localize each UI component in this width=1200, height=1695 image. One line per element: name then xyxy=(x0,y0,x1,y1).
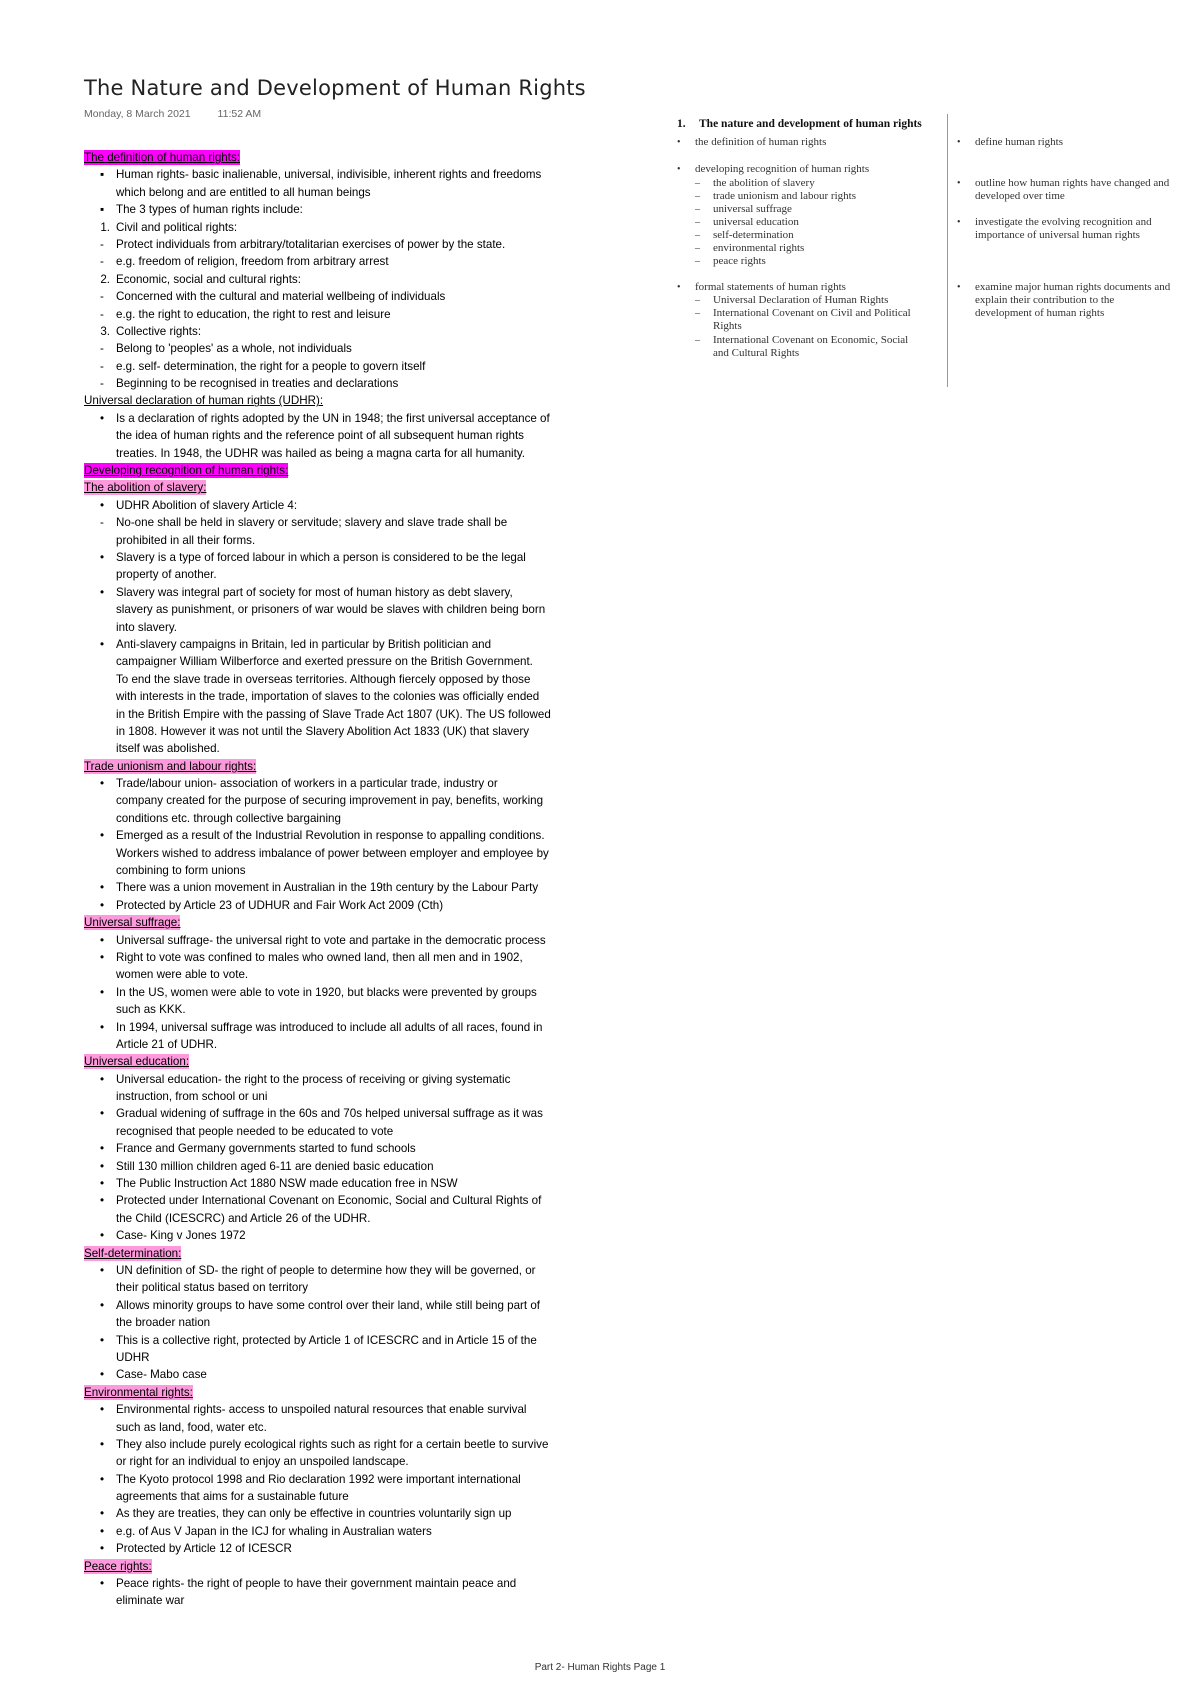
note-text: Trade unionism and labour rights: xyxy=(84,759,257,773)
note-continuation xyxy=(84,427,619,444)
note-continuation xyxy=(84,1488,619,1505)
note-text: Collective rights: xyxy=(116,324,202,338)
note-continuation xyxy=(84,671,619,688)
syllabus-content-text: the definition of human rights xyxy=(695,136,827,148)
list-item xyxy=(84,1540,619,1557)
note-text: The Public Instruction Act 1880 NSW made education free in NSW xyxy=(116,1177,458,1191)
note-continuation xyxy=(84,532,619,549)
list-item xyxy=(84,879,619,896)
dash-bullet-icon: – xyxy=(695,335,700,346)
note-text: Environmental rights- access to unspoiled natural resources that enable survival xyxy=(116,1403,527,1417)
bullet-icon: • xyxy=(100,1194,105,1208)
note-continuation xyxy=(84,1210,619,1227)
note-text: The abolition of slavery: xyxy=(84,481,207,495)
dash-bullet-icon: - xyxy=(100,359,104,373)
note-text: which belong and are entitled to all human beings xyxy=(116,185,371,199)
list-item xyxy=(84,932,619,949)
syllabus-content-text: International Covenant on Civil and Political xyxy=(713,307,911,319)
list-item xyxy=(84,340,619,357)
item-number: 2. xyxy=(100,272,110,286)
square-bullet-icon: ▪ xyxy=(100,203,105,217)
list-item xyxy=(84,514,619,531)
list-item xyxy=(84,1227,619,1244)
note-text: To end the slave trade in overseas territories. Although fiercely opposed by those xyxy=(116,672,531,686)
bullet-icon: • xyxy=(100,1229,105,1243)
note-text: Protected by Article 12 of ICESCR xyxy=(116,1542,292,1556)
page-footer: Part 2- Human Rights Page 1 xyxy=(534,1662,666,1673)
syllabus-outcome-text: outline how human rights have changed and xyxy=(975,177,1170,189)
bullet-icon: • xyxy=(100,777,105,791)
note-text: the broader nation xyxy=(116,1316,211,1330)
section-heading xyxy=(84,1053,619,1070)
note-text: such as land, food, water etc. xyxy=(116,1420,267,1434)
bullet-icon: • xyxy=(100,1437,105,1451)
section-heading xyxy=(84,462,619,479)
note-continuation xyxy=(84,1001,619,1018)
list-item xyxy=(84,584,619,601)
bullet-icon: • xyxy=(100,829,105,843)
dash-bullet-icon: - xyxy=(100,307,104,321)
list-item xyxy=(84,827,619,844)
section-heading xyxy=(84,1245,619,1262)
note-continuation xyxy=(84,653,619,670)
note-text: Protected by Article 23 of UDHUR and Fair Work Act 2009 (Cth) xyxy=(116,898,444,912)
bullet-icon: • xyxy=(100,1020,105,1034)
syllabus-content-text: universal education xyxy=(713,216,799,228)
note-text: Concerned with the cultural and material wellbeing of individuals xyxy=(116,290,446,304)
note-continuation xyxy=(84,184,619,201)
note-text: Beginning to be recognised in treaties and declarations xyxy=(116,377,399,391)
square-bullet-icon: ▪ xyxy=(100,168,105,182)
list-item xyxy=(84,949,619,966)
bullet-icon: • xyxy=(100,1403,105,1417)
list-item xyxy=(84,549,619,566)
list-item xyxy=(84,1401,619,1418)
note-text: In the US, women were able to vote in 1920, but blacks were prevented by groups xyxy=(116,985,537,999)
bullet-icon: • xyxy=(100,1577,105,1591)
note-continuation xyxy=(84,966,619,983)
note-text: UN definition of SD- the right of people to determine how they will be governed, or xyxy=(116,1264,536,1277)
numbered-item xyxy=(84,219,619,236)
note-text: Protected under International Covenant on Economic, Social and Cultural Rights of xyxy=(116,1194,542,1208)
note-text: the idea of human rights and the reference point of all subsequent human rights xyxy=(116,429,524,443)
bullet-icon: • xyxy=(100,411,105,425)
note-text: Still 130 million children aged 6-11 are denied basic education xyxy=(116,1159,434,1173)
dash-bullet-icon: - xyxy=(100,237,104,251)
bullet-icon: • xyxy=(957,178,961,189)
note-continuation xyxy=(84,792,619,809)
syllabus-content-text: universal suffrage xyxy=(713,203,792,215)
list-item xyxy=(84,1175,619,1192)
note-continuation xyxy=(84,1453,619,1470)
note-text: with interests in the trade, importation of slaves to the colonies was officially ended xyxy=(116,690,540,704)
note-text: eliminate war xyxy=(116,1594,185,1608)
note-text: This is a collective right, protected by Article 1 of ICESCRC and in Article 15 of the xyxy=(116,1333,537,1347)
note-text: Protect individuals from arbitrary/totalitarian exercises of power by the state. xyxy=(116,237,506,251)
note-text: Developing recognition of human rights: xyxy=(84,464,289,478)
bullet-icon: • xyxy=(100,950,105,964)
note-text: company created for the purpose of securing improvement in pay, benefits, working xyxy=(116,794,544,808)
note-continuation xyxy=(84,810,619,827)
note-text: or right for an individual to enjoy an unspoiled landscape. xyxy=(116,1455,409,1469)
note-text: recognised that people needed to be educated to vote xyxy=(116,1124,394,1138)
dash-bullet-icon: – xyxy=(695,204,700,215)
list-item xyxy=(84,1505,619,1522)
note-text: property of another. xyxy=(116,568,217,582)
list-item xyxy=(84,236,619,253)
note-continuation xyxy=(84,688,619,705)
note-continuation xyxy=(84,740,619,757)
syllabus-heading xyxy=(677,118,922,130)
note-text: Universal education: xyxy=(84,1055,190,1069)
item-number: 1. xyxy=(100,220,110,234)
dash-bullet-icon: – xyxy=(695,217,700,228)
syllabus-outcome-text: development of human rights xyxy=(975,307,1105,319)
note-text: Case- King v Jones 1972 xyxy=(116,1229,246,1243)
bullet-icon: • xyxy=(100,1107,105,1121)
list-item xyxy=(84,497,619,514)
list-item xyxy=(84,1158,619,1175)
note-text: Case- Mabo case xyxy=(116,1368,207,1382)
note-text: Peace rights: xyxy=(84,1559,152,1573)
note-continuation xyxy=(84,619,619,636)
list-item xyxy=(84,166,619,183)
section-heading xyxy=(84,914,619,931)
note-text: Is a declaration of rights adopted by the UN in 1948; the first universal acceptance of xyxy=(116,411,550,425)
section-heading xyxy=(84,1558,619,1575)
list-item xyxy=(84,1523,619,1540)
section-heading xyxy=(84,392,619,409)
syllabus-content-text: trade unionism and labour rights xyxy=(713,190,856,202)
numbered-item xyxy=(84,323,619,340)
note-text: Economic, social and cultural rights: xyxy=(116,272,301,286)
section-heading xyxy=(84,1384,619,1401)
list-item xyxy=(84,1262,619,1279)
syllabus-outcome-text: investigate the evolving recognition and xyxy=(975,216,1152,228)
note-text: the Child (ICESCRC) and Article 26 of the UDHR. xyxy=(116,1211,371,1225)
dash-bullet-icon: - xyxy=(100,290,104,304)
dash-bullet-icon: – xyxy=(695,256,700,267)
dash-bullet-icon: – xyxy=(695,178,700,189)
dash-bullet-icon: – xyxy=(695,308,700,319)
note-continuation xyxy=(84,706,619,723)
bullet-icon: • xyxy=(100,1072,105,1086)
note-text: instruction, from school or uni xyxy=(116,1090,268,1104)
list-item xyxy=(84,375,619,392)
bullet-icon: • xyxy=(100,1333,105,1347)
syllabus-content-text: peace rights xyxy=(713,255,766,267)
bullet-icon: • xyxy=(100,1298,105,1312)
note-continuation xyxy=(84,445,619,462)
note-text: Human rights- basic inalienable, universal, indivisible, inherent rights and freedoms xyxy=(116,168,542,182)
list-item xyxy=(84,1471,619,1488)
dash-bullet-icon: – xyxy=(695,191,700,202)
note-continuation xyxy=(84,845,619,862)
note-text: Slavery is a type of forced labour in which a person is considered to be the legal xyxy=(116,550,526,564)
page-meta xyxy=(84,108,285,120)
note-continuation xyxy=(84,862,619,879)
list-item xyxy=(84,358,619,375)
bullet-icon: • xyxy=(100,1524,105,1538)
note-text: Environmental rights: xyxy=(84,1385,193,1399)
dash-bullet-icon: - xyxy=(100,377,104,391)
bullet-icon: • xyxy=(677,137,681,148)
dash-bullet-icon: – xyxy=(695,243,700,254)
note-text: into slavery. xyxy=(116,620,177,634)
note-text: Universal education- the right to the process of receiving or giving systematic xyxy=(116,1072,511,1086)
note-text: slavery as punishment, or prisoners of war would be slaves with children being born xyxy=(116,603,546,617)
note-text: Self-determination: xyxy=(84,1246,182,1260)
list-item xyxy=(84,1297,619,1314)
note-text: UDHR xyxy=(116,1350,150,1364)
dash-bullet-icon: - xyxy=(100,516,104,530)
note-continuation xyxy=(84,1349,619,1366)
syllabus-content-text: and Cultural Rights xyxy=(713,347,800,359)
list-item xyxy=(84,1436,619,1453)
note-continuation xyxy=(84,1088,619,1105)
bullet-icon: • xyxy=(100,881,105,895)
list-item xyxy=(84,1071,619,1088)
syllabus-content-text: environmental rights xyxy=(713,242,805,254)
note-continuation xyxy=(84,1123,619,1140)
list-item xyxy=(84,775,619,792)
note-text: The definition of human rights: xyxy=(84,151,240,164)
bullet-icon: • xyxy=(100,1264,105,1277)
note-text: itself was abolished. xyxy=(116,742,220,756)
note-text: such as KKK. xyxy=(116,1003,186,1017)
list-item xyxy=(84,1019,619,1036)
list-item xyxy=(84,253,619,270)
list-item xyxy=(84,1105,619,1122)
note-text: Peace rights- the right of people to have their government maintain peace and xyxy=(116,1577,517,1591)
bullet-icon: • xyxy=(100,1368,105,1382)
syllabus-outcome-text: importance of universal human rights xyxy=(975,229,1140,241)
note-continuation xyxy=(84,1314,619,1331)
note-continuation xyxy=(84,601,619,618)
note-text: Gradual widening of suffrage in the 60s and 70s helped universal suffrage as it was xyxy=(116,1107,543,1121)
bullet-icon: • xyxy=(100,985,105,999)
note-text: Anti-slavery campaigns in Britain, led in particular by British politician and xyxy=(116,637,492,651)
note-continuation xyxy=(84,723,619,740)
section-heading xyxy=(84,758,619,775)
dash-bullet-icon: – xyxy=(695,295,700,306)
syllabus-content-text: the abolition of slavery xyxy=(713,177,815,189)
page-time: 11:52 AM xyxy=(217,108,262,120)
syllabus-content-text: International Covenant on Economic, Social xyxy=(713,334,909,346)
note-continuation xyxy=(84,566,619,583)
section-heading xyxy=(84,149,619,166)
note-text: Civil and political rights: xyxy=(116,220,238,234)
syllabus-content-text: Rights xyxy=(713,320,742,332)
syllabus-outcome-text: define human rights xyxy=(975,136,1063,148)
list-item xyxy=(84,306,619,323)
note-text: Article 21 of UDHR. xyxy=(116,1037,218,1051)
bullet-icon: • xyxy=(100,1542,105,1556)
note-continuation xyxy=(84,1419,619,1436)
note-text: There was a union movement in Australian in the 19th century by the Labour Party xyxy=(116,881,539,895)
note-text: Trade/labour union- association of workers in a particular trade, industry or xyxy=(116,777,498,791)
bullet-icon: • xyxy=(957,282,961,293)
dash-bullet-icon: - xyxy=(100,342,104,356)
note-text: Universal suffrage- the universal right to vote and partake in the democratic process xyxy=(116,933,546,947)
note-text: Universal suffrage: xyxy=(84,916,181,930)
note-text: campaigner William Wilberforce and exerted pressure on the British Government. xyxy=(116,655,533,669)
syllabus-outcome-text: explain their contribution to the xyxy=(975,294,1115,306)
note-text: women were able to vote. xyxy=(116,968,249,982)
note-text: The 3 types of human rights include: xyxy=(116,203,303,217)
bullet-icon: • xyxy=(100,1142,105,1156)
list-item xyxy=(84,636,619,653)
note-text: Belong to 'peoples' as a whole, not individuals xyxy=(116,342,352,356)
page-title: The Nature and Development of Human Rights xyxy=(84,76,586,100)
page-date: Monday, 8 March 2021 xyxy=(84,108,191,120)
note-text: conditions etc. through collective bargaining xyxy=(116,811,341,825)
list-item xyxy=(84,1332,619,1349)
bullet-icon: • xyxy=(100,1507,105,1521)
note-text: e.g. the right to education, the right to rest and leisure xyxy=(116,307,391,321)
list-item xyxy=(84,288,619,305)
list-item xyxy=(84,1140,619,1157)
syllabus-content-text: self-determination xyxy=(713,229,794,241)
bullet-icon: • xyxy=(100,585,105,599)
note-text: Emerged as a result of the Industrial Revolution in response to appalling conditions. xyxy=(116,829,545,843)
note-text: their political status based on territory xyxy=(116,1281,309,1295)
note-text: Universal declaration of human rights (UDHR): xyxy=(84,394,324,408)
bullet-icon: • xyxy=(100,637,105,651)
note-text: The Kyoto protocol 1998 and Rio declaration 1992 were important international xyxy=(116,1472,521,1486)
note-text: e.g. self- determination, the right for a people to govern itself xyxy=(116,359,426,373)
list-item xyxy=(84,1192,619,1209)
syllabus-outcome-text: examine major human rights documents and xyxy=(975,281,1171,293)
syllabus-divider xyxy=(947,114,948,387)
bullet-icon: • xyxy=(100,933,105,947)
bullet-icon: • xyxy=(957,137,961,148)
syllabus-number: 1. xyxy=(677,118,686,130)
list-item xyxy=(84,984,619,1001)
dash-bullet-icon: - xyxy=(100,255,104,269)
syllabus-outcome-text: developed over time xyxy=(975,190,1065,202)
note-text: prohibited in all their forms. xyxy=(116,533,256,547)
note-text: agreements that aims for a sustainable future xyxy=(116,1490,349,1504)
note-text: Slavery was integral part of society for most of human history as debt slavery, xyxy=(116,585,513,599)
list-item xyxy=(84,897,619,914)
list-item xyxy=(84,1366,619,1383)
note-text: Workers wished to address imbalance of power between employer and employee by xyxy=(116,846,549,860)
section-heading xyxy=(84,479,619,496)
dash-bullet-icon: – xyxy=(695,230,700,241)
note-text: They also include purely ecological rights such as right for a certain beetle to survive xyxy=(116,1437,549,1451)
bullet-icon: • xyxy=(100,498,105,512)
bullet-icon: • xyxy=(957,217,961,228)
note-text: in 1808. However it was not until the Slavery Abolition Act 1833 (UK) that slavery xyxy=(116,724,530,738)
syllabus-content-text: developing recognition of human rights xyxy=(695,163,870,175)
bullet-icon: • xyxy=(677,164,681,175)
note-text: Right to vote was confined to males who owned land, then all men and in 1902, xyxy=(116,950,523,964)
bullet-icon: • xyxy=(100,1472,105,1486)
syllabus-heading-text: The nature and development of human rights xyxy=(699,118,922,130)
note-text: In 1994, universal suffrage was introduced to include all adults of all races, found in xyxy=(116,1020,543,1034)
bullet-icon: • xyxy=(100,550,105,564)
numbered-item xyxy=(84,271,619,288)
note-text: e.g. freedom of religion, freedom from arbitrary arrest xyxy=(116,255,389,269)
note-continuation xyxy=(84,1592,619,1609)
syllabus-content-text: Universal Declaration of Human Rights xyxy=(713,294,889,306)
note-text: As they are treaties, they can only be effective in countries voluntarily sign up xyxy=(116,1507,512,1521)
list-item xyxy=(84,201,619,218)
note-text: e.g. of Aus V Japan in the ICJ for whaling in Australian waters xyxy=(116,1524,432,1538)
bullet-icon: • xyxy=(677,282,681,293)
note-text: in the British Empire with the passing of Slave Trade Act 1807 (UK). The US followed xyxy=(116,707,551,721)
item-number: 3. xyxy=(100,324,110,338)
note-text: France and Germany governments started to fund schools xyxy=(116,1142,416,1156)
syllabus-excerpt xyxy=(665,114,1200,389)
note-text: treaties. In 1948, the UDHR was hailed as being a magna carta for all humanity. xyxy=(116,446,526,460)
bullet-icon: • xyxy=(100,898,105,912)
list-item xyxy=(84,1575,619,1592)
note-continuation xyxy=(84,1279,619,1296)
bullet-icon: • xyxy=(100,1159,105,1173)
note-text: No-one shall be held in slavery or servitude; slavery and slave trade shall be xyxy=(116,516,508,530)
note-continuation xyxy=(84,1036,619,1053)
bullet-icon: • xyxy=(100,1177,105,1191)
syllabus-content-text: formal statements of human rights xyxy=(695,281,846,293)
notes-body xyxy=(84,149,619,1610)
note-text: Allows minority groups to have some control over their land, while still being part of xyxy=(116,1298,541,1312)
note-text: combining to form unions xyxy=(116,864,246,878)
note-text: UDHR Abolition of slavery Article 4: xyxy=(116,498,298,512)
list-item xyxy=(84,410,619,427)
